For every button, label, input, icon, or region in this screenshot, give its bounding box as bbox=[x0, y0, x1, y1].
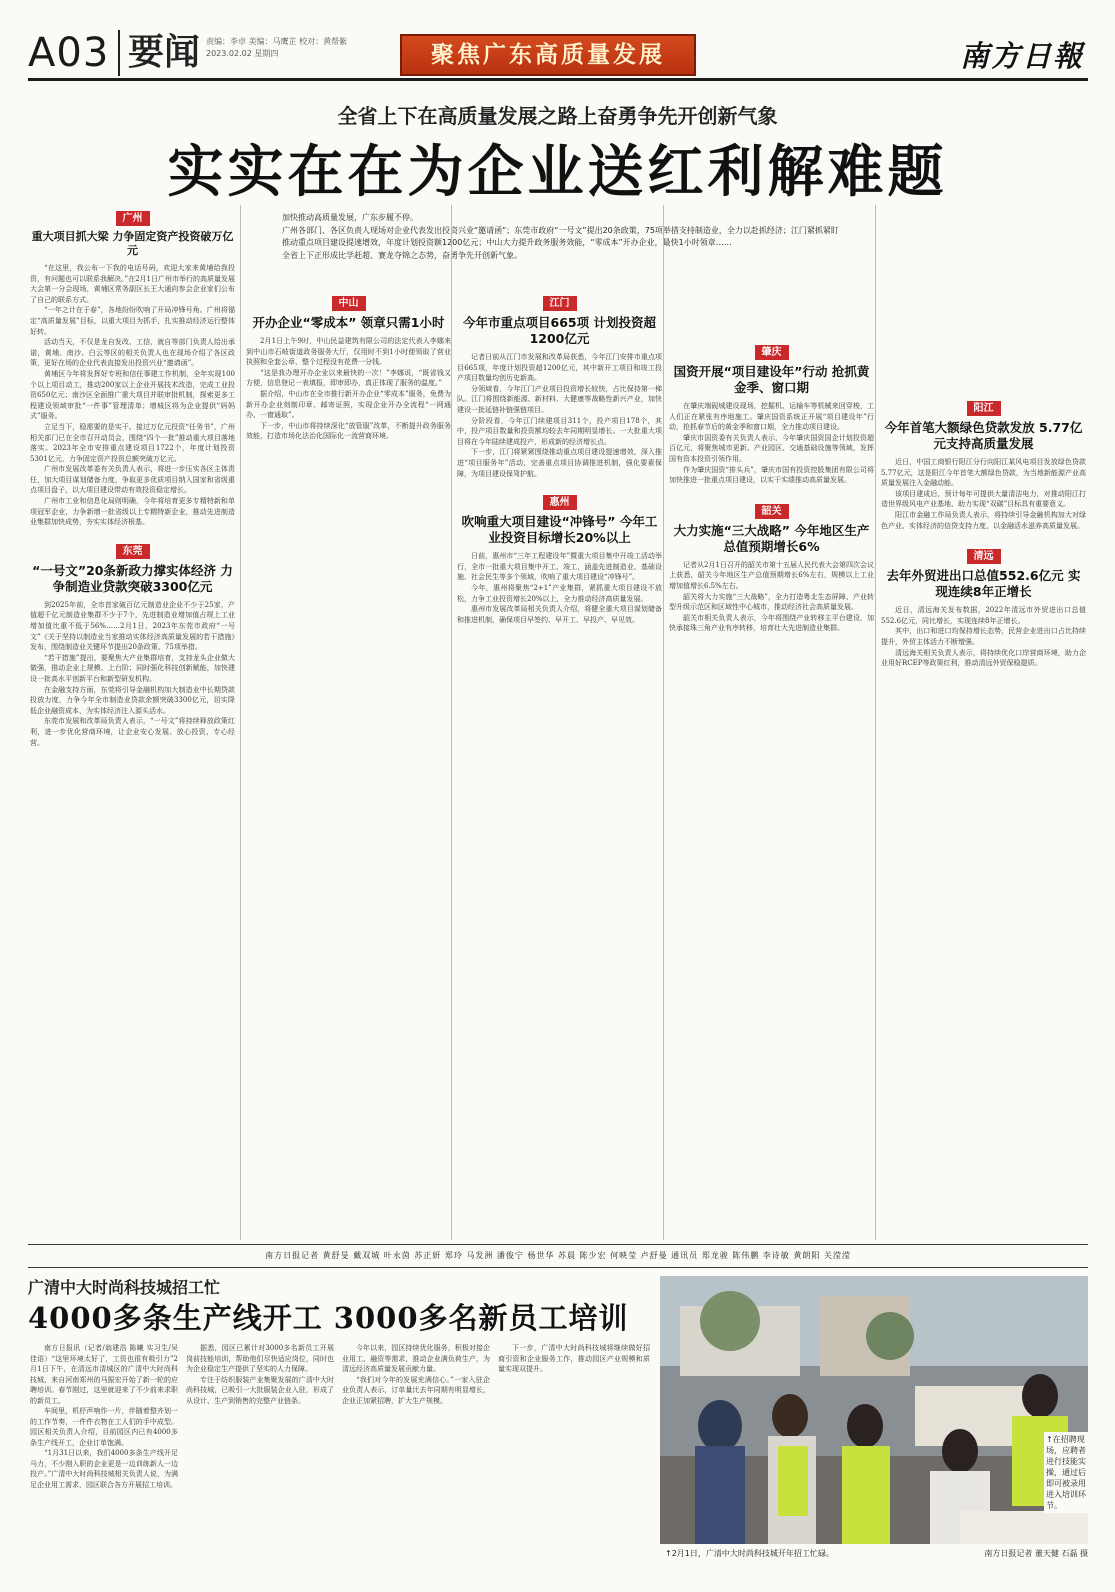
story-paragraph: “在这里，我公布一下我的电话号码，欢迎大家来黄埔给我投资，有问题也可以联系我解决。”在2月1日广州市举行的高质量发展大会第一分会现场，黄埔区常务副区长王大通向参会企业家们公布了自己的联系方式。 bbox=[30, 264, 235, 304]
story-paragraph: 下一步，江门将紧紧围绕推动重点项目建设提速增效，深入推进“项目服务年”活动，完善重点项目协调推进机制，强化要素保障，为项目建设保驾护航。 bbox=[457, 448, 662, 478]
story-paragraph: 南方日报讯（记者/翁建浩 陈曦 实习生/吴佳语）“这里环境太好了，工资也很有吸引力”2月1日下午，在清远市清城区的广清中大时尚科技城，来自河南郑州的马振宏开始了新一轮的应聘培训。春节刚过，这里就迎来了不少前来求职的新员工。 bbox=[30, 1344, 178, 1405]
masthead bbox=[28, 30, 1088, 81]
story-headline: 去年外贸进出口总值552.6亿元 实现连续8年正增长 bbox=[886, 568, 1081, 600]
story-paragraph: 肇庆市国资委有关负责人表示，今年肇庆国资国企计划投资超百亿元，将聚焦城市更新、产业园区、交通基础设施等领域，发挥国有资本投资引领作用。 bbox=[669, 433, 874, 463]
story-paragraph: 记者从2月1日召开的韶关市第十五届人民代表大会第四次会议上获悉，韶关今年地区生产总值预期增长6%左右，规模以上工业增加值增长6.5%左右。 bbox=[669, 560, 874, 590]
story-paragraph: 黄埔区今年将发挥好专班和信任事建工作机制，全年实现100个以上项目动工，推动200家以上企业开展技术改造，完成工业投资650亿元；南沙区全面推广重大项目并联审批机制，探索更多工程建设领域审批“一件事”管理清单；增城区将为企业提供“妈妈式”服务。 bbox=[30, 369, 235, 421]
story-paragraph: 韶关市相关负责人表示，今年将围绕产业转移主平台建设，加快承接珠三角产业有序转移，培育壮大先进制造业集群。 bbox=[669, 613, 874, 633]
story-paragraph: 清远海关相关负责人表示，将持续优化口岸营商环境，助力企业用好RCEP等政策红利，推动清远外贸保稳提质。 bbox=[881, 648, 1086, 668]
photo-side-caption: ↑在招聘现场，应聘者进行技能实操，通过后即可被录用进入培训环节。 bbox=[1044, 1432, 1092, 1513]
lead-headline: 实实在在为企业送红利解难题 bbox=[167, 139, 948, 205]
story-paragraph: 在肇庆端砚城建设现场，挖掘机、运输车等机械来回穿梭，工人们正在紧张有序地施工。肇庆国资系统正开展“项目建设年”行动，抢抓春节后的黄金季和窗口期，全力推动项目建设。 bbox=[669, 402, 874, 432]
summary-line: 广州各部门、各区负责人现场对企业代表发出投资兴业“邀请函”；东莞市政府“一号文”提出20条政策，75项举措支持制造业，全力以赴抓经济；江门紧抓紧盯推动重点项目建设提速增效，年度计划投资额1200亿元；中山大力提升政务服务效能，“零成本”开办企业，最快1小时领章…… bbox=[282, 226, 839, 247]
story-paragraph: 下一步，中山市将持续深化“放管服”改革，不断提升政务服务效能，打造市场化法治化国际化一流营商环境。 bbox=[246, 421, 451, 441]
newspaper-logo: 南方日報 bbox=[959, 39, 1084, 73]
column-rule bbox=[240, 205, 241, 1240]
story-paragraph: 在金融支持方面，东莞将引导金融机构加大制造业中长期贷款投放力度，力争今年全市制造业贷款余额突破3300亿元，切实降低企业融资成本，为实体经济注入源头活水。 bbox=[30, 685, 235, 715]
feature-banner: 聚焦广东高质量发展 bbox=[400, 34, 696, 76]
story-paragraph: 近日，清远海关发布数据，2022年清远市外贸进出口总值552.6亿元，同比增长，实现连续8年正增长。 bbox=[881, 606, 1086, 625]
story-paragraph: 据悉，园区已累计对3000多名新员工开展岗前技能培训，帮助他们尽快适应岗位，同时也为企业稳定生产提供了坚实的人力保障。 bbox=[186, 1344, 334, 1373]
story-paragraph: 记者日前从江门市发展和改革局获悉，今年江门安排市重点项目665项，年度计划投资超1200亿元，其中新开工项目和竣工投产项目数量均创历史新高。 bbox=[457, 353, 662, 383]
photo-caption: ↑2月1日，广清中大时尚科技城开年招工忙碌。 bbox=[665, 1549, 834, 1558]
news-photo bbox=[660, 1276, 1088, 1544]
city-tag: 惠州 bbox=[543, 495, 577, 510]
bottom-kicker: 广清中大时尚科技城招工忙 bbox=[28, 1278, 221, 1297]
city-tag: 阳江 bbox=[967, 401, 1001, 416]
bottom-headline: 4000多条生产线开工 3000多名新员工培训 bbox=[28, 1301, 629, 1335]
city-tag: 广州 bbox=[116, 211, 150, 226]
story-paragraph: 据介绍，中山市在全市推行新开办企业“零成本”服务，免费为新开办企业刻制印章、邮寄证照，实现企业开办全流程“一网通办、一窗通取”。 bbox=[246, 389, 451, 420]
city-tag: 江门 bbox=[543, 296, 577, 311]
bottom-column-4 bbox=[498, 1343, 650, 1568]
masthead-meta bbox=[206, 36, 347, 60]
story-paragraph: 韶关将大力实施“三大战略”，全力打造粤北生态屏障、产业转型升级示范区和区域性中心城市，推动经济社会高质量发展。 bbox=[669, 592, 874, 612]
story-paragraph: 分领域看，今年江门产业项目投资增长较快，占比保持第一梯队。江门将围绕新能源、新材料、大健康等战略性新兴产业，加快建设一批延链补链强链项目。 bbox=[457, 384, 662, 414]
story-paragraph: 该项目建成后，预计每年可提供大量清洁电力，对推动阳江打造世界级风电产业基地、助力实现“双碳”目标具有重要意义。 bbox=[881, 489, 1086, 509]
reporter-bylines: 南方日报记者 黄舒旻 戴双城 叶永茵 苏正妍 郑玲 马发洲 潘俊宁 杨世华 苏晨 陈少宏 何映莹 卢舒曼 通讯员 郑龙骏 陈伟鹏 李诗敏 黄朗阳 关滢滢 bbox=[28, 1244, 1088, 1268]
story-paragraph: 东莞市发展和改革局负责人表示，“一号文”将持续释放政策红利，进一步优化营商环境，让企业安心发展、放心投资、专心经营。 bbox=[30, 717, 235, 747]
story-paragraph: 下一步，广清中大时尚科技城将继续做好招商引资和企业服务工作，推动园区产业规模和质量实现双提升。 bbox=[498, 1344, 650, 1373]
story-paragraph: 广州市发展改革委有关负责人表示，将进一步压实各区主体责任，加大项目谋划储备力度，争取更多优质项目纳入国家和省级重点项目盘子，以大项目建设带动有效投资稳定增长。 bbox=[30, 465, 235, 495]
issue-date: 2023.02.02 星期四 bbox=[206, 49, 279, 58]
summary-line: 全省上下正形成比学赶超、赛龙夺锦之态势，奋勇争先开创新气象。 bbox=[282, 251, 522, 260]
city-tag: 韶关 bbox=[755, 504, 789, 519]
story-paragraph: 分阶段看，今年江门续建项目311个，投产项目178个，其中，投产项目数量和投资额均较去年同期明显增长。一大批重大项目将在今年陆续建成投产，形成新的经济增长点。 bbox=[457, 416, 662, 446]
recruitment-scene-image bbox=[660, 1276, 1088, 1544]
story-paragraph: 阳江市金融工作局负责人表示，将持续引导金融机构加大对绿色产业、实体经济的信贷支持力度，以金融活水滋养高质量发展。 bbox=[881, 510, 1086, 530]
column-5 bbox=[881, 205, 1086, 1240]
story-headline: 今年市重点项目665项 计划投资超1200亿元 bbox=[463, 315, 656, 346]
story-paragraph: 日前，惠州市“三年工程建设年”暨重大项目集中开竣工活动举行，全市一批重大项目集中开工、竣工，涵盖先进制造业、基础设施、社会民生等多个领域，吹响了重大项目建设“冲锋号”。 bbox=[457, 552, 662, 582]
story-headline: 大力实施“三大战略” 今年地区生产总值预期增长6% bbox=[673, 522, 870, 554]
story-paragraph: “我们对今年的发展充满信心。”一家入驻企业负责人表示，订单量比去年同期有明显增长，企业正加紧招聘，扩大生产规模。 bbox=[342, 1375, 490, 1405]
column-rule bbox=[663, 205, 664, 1240]
column-1 bbox=[30, 205, 235, 1240]
story-paragraph: 专注于纺织服装产业集聚发展的广清中大时尚科技城，已吸引一大批服装企业入驻，形成了从设计、生产到销售的完整产业链条。 bbox=[186, 1375, 334, 1405]
column-3 bbox=[457, 290, 662, 1240]
story-paragraph: 其中，出口和进口均保持增长态势，民营企业进出口占比持续提升，外贸主体活力不断增强。 bbox=[881, 627, 1086, 646]
bottom-column-2 bbox=[186, 1343, 334, 1568]
story-paragraph: 立足当下，稳需要的是实干。接过万亿元投资“任务书”，广州相关部门已在全市召开动员会，围绕“四个一批”推动重大项目落地落实。2023年全市安排重点建设项目1722个，年度计划投资5301亿元，力争固定资产投资总额突破万亿元。 bbox=[30, 422, 235, 463]
story-paragraph: 活动当天，不仅是龙自发改、工信，就自等部门负责人给出承诺，黄埔、南沙、白云等区的相关负责人也在现场介绍了各区政策，更好在场的企业代表直接发出投资兴业“邀请函”。 bbox=[30, 338, 235, 368]
story-paragraph: 2月1日上午9时，中山民益建筑有限公司的法定代表人李娜来到中山市石岐街道政务服务大厅，仅用时不到1小时便领取了营业执照和全套公章，整个过程没有花费一分钱。 bbox=[246, 337, 451, 367]
city-tag: 肇庆 bbox=[755, 345, 789, 360]
column-2 bbox=[246, 290, 451, 1240]
story-headline: 吹响重大项目建设“冲锋号” 今年工业投资目标增长20%以上 bbox=[461, 514, 658, 546]
page-number: A03 bbox=[28, 30, 110, 76]
story-paragraph: 到2025年前，全市首家破百亿元制造业企业不少于25家，产值超千亿元制造业集群不少于7个，先进制造业增加值占规上工业增加值比重不低于56%……2月1日，2023年东莞市政府“一号文”《关于坚持以制造业当家推动实体经济高质量发展的若干措施》发布，围绕制造业关键环节提出20条政策、75项举措。 bbox=[30, 600, 235, 652]
city-tag: 清远 bbox=[967, 549, 1001, 564]
photo-credit: 南方日报记者 董天健 石磊 摄 bbox=[984, 1549, 1088, 1558]
section-name: 要闻 bbox=[118, 30, 200, 76]
story-paragraph: 广州市工业和信息化局则明确，今年将培育更多专精特新和单项冠军企业，力争新增一批省级以上专精特新企业，推动先进制造业集群加快成势，夯实实体经济根基。 bbox=[30, 497, 235, 527]
bottom-column-3 bbox=[342, 1343, 490, 1568]
column-rule bbox=[451, 205, 452, 1240]
story-paragraph: “一年之计在于春”，各地纷纷吹响了开局冲锋号角。广州将锚定“高质量发展”目标，以重大项目为抓手，扎实推动经济运行整体好转。 bbox=[30, 306, 235, 336]
story-paragraph: 今年以来，园区持续优化服务，积极对接企业用工、融资等需求，推动企业满负荷生产，为清远经济高质量发展贡献力量。 bbox=[342, 1344, 490, 1373]
story-headline: 重大项目抓大梁 力争固定资产投资破万亿元 bbox=[31, 230, 234, 257]
story-paragraph: 车间里，机杼声响作一片，伴随着整齐划一的工作节奏，一件件衣物在工人们的手中成型。园区相关负责人介绍，目前园区内已有4000多条生产线开工，企业订单饱满。 bbox=[30, 1407, 178, 1447]
city-tag: 中山 bbox=[332, 296, 366, 311]
summary-line: 加快推动高质量发展，广东步履不停。 bbox=[282, 213, 418, 222]
story-paragraph: “这是我办理开办企业以来最快的一次！”李娜说，“既省钱又方便，信息登记一表填报，即审即办，真正体现了服务的温度。” bbox=[246, 368, 451, 388]
story-headline: 今年首笔大额绿色贷款发放 5.77亿元支持高质量发展 bbox=[884, 420, 1083, 451]
story-paragraph: “若干措施”提出，要聚焦大产业集群培育，支持龙头企业做大做强，推动企业上规模、上台阶；同时强化科技创新赋能，加快建设一批高水平创新平台和新型研发机构。 bbox=[30, 653, 235, 683]
story-headline: “一号文”20条新政力撑实体经济 力争制造业贷款突破3300亿元 bbox=[32, 562, 233, 594]
story-paragraph: 作为肇庆国资“排头兵”，肇庆市国有投资控股集团有限公司将加快推进一批重点项目建设，以实干实绩推动高质量发展。 bbox=[669, 465, 874, 485]
staff-line: 责编：李卓 美编：马鹰芷 校对：黄帮紫 bbox=[206, 37, 348, 46]
bottom-column-1 bbox=[30, 1343, 178, 1568]
column-4 bbox=[669, 205, 874, 1240]
story-headline: 开办企业“零成本” 领章只需1小时 bbox=[252, 315, 445, 330]
story-paragraph: “1月31日以来，我们4000多条生产线开足马力，不少刚入职的企业更是一边训练新人一边投产。”广清中大时尚科技城相关负责人说，为满足企业用工需求，园区联合各方开展招工培训。 bbox=[30, 1449, 178, 1489]
column-rule bbox=[875, 205, 876, 1240]
city-tag: 东莞 bbox=[116, 544, 150, 559]
lead-kicker: 全省上下在高质量发展之路上奋勇争先开创新气象 bbox=[337, 104, 778, 128]
story-paragraph: 今年，惠州将聚焦“2+1”产业集群，紧抓重大项目建设不放松，力争工业投资增长20%以上，全力推动经济高质量发展。 bbox=[457, 583, 662, 603]
story-paragraph: 惠州市发展改革局相关负责人介绍，将健全重大项目谋划储备和推进机制，确保项目早签约、早开工、早投产、早见效。 bbox=[457, 605, 662, 624]
story-paragraph: 近日，中国工商银行阳江分行向阳江某风电项目发放绿色贷款5.77亿元，这是阳江今年首笔大额绿色贷款，为当地新能源产业高质量发展注入金融动能。 bbox=[881, 458, 1086, 488]
story-headline: 国资开展“项目建设年”行动 抢抓黄金季、窗口期 bbox=[673, 364, 870, 395]
